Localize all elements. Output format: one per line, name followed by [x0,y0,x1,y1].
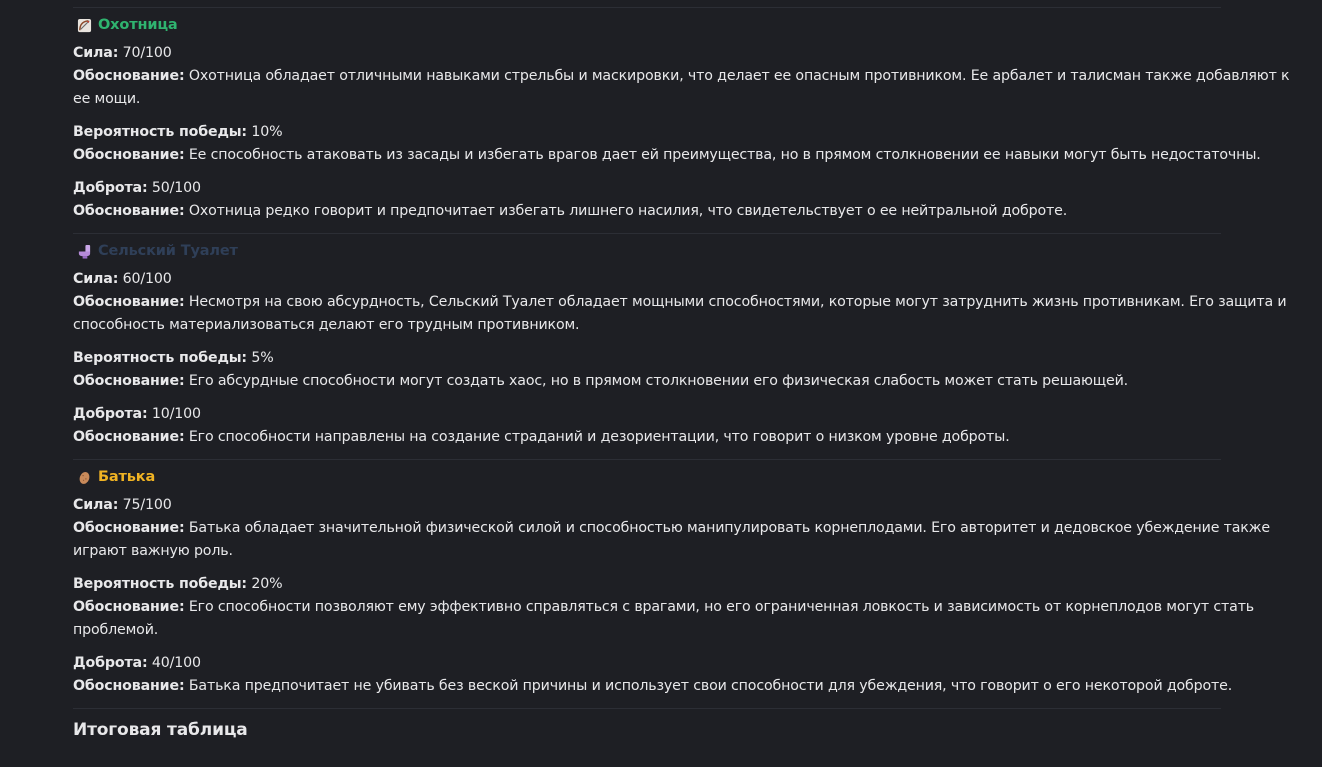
section-heading [73,15,1293,35]
reason-line [73,426,1293,449]
win-chance-value: 5% [251,350,274,366]
reason-text: Охотница обладает отличными навыками стрельбы и маскировки, что делает ее опасным противником. Ее арбалет и талисман также добавляют к ее мощи. [73,68,1290,107]
strength-label: Сила: [73,497,119,513]
reason-label: Обоснование: [73,203,185,219]
win-chance-label: Вероятность победы: [73,350,247,366]
reason-label: Обоснование: [73,599,185,615]
kindness-label: Доброта: [73,655,148,671]
character-name: Батька [98,469,156,485]
character-section-father [73,467,1293,698]
strength-label: Сила: [73,271,119,287]
reason-text: Батька предпочитает не убивать без веской причины и использует свои способности для убеждения, что говорит о его некоторой доброте. [188,678,1233,694]
character-name: Сельский Туалет [98,243,238,259]
summary-table-heading: Итоговая таблица [73,720,248,740]
kindness-value: 40/100 [151,655,201,671]
section-heading [73,467,1293,487]
win-chance-value: 20% [251,576,283,592]
reason-label: Обоснование: [73,429,185,445]
reason-label: Обоснование: [73,678,185,694]
win-chance-label: Вероятность победы: [73,124,247,140]
reason-text: Охотница редко говорит и предпочитает избегать лишнего насилия, что свидетельствует о ее нейтральной доброте. [188,203,1068,219]
toilet-icon [76,243,92,259]
divider [73,233,1221,234]
character-section-toilet [73,241,1293,449]
divider [73,459,1221,460]
divider [73,7,1221,8]
reason-line [73,291,1293,337]
reason-label: Обоснование: [73,68,185,84]
reason-label: Обоснование: [73,373,185,389]
potato-icon [76,469,92,485]
strength-value: 70/100 [122,45,172,61]
strength-line [73,494,1293,517]
win-chance-value: 10% [251,124,283,140]
reason-text: Батька обладает значительной физической силой и способностью манипулировать корнеплодами. Его авторитет и дедовское убеждение также играют важную роль. [73,520,1270,559]
kindness-value: 50/100 [151,180,201,196]
reason-line [73,370,1293,393]
bow-arrow-icon [76,17,92,33]
strength-value: 60/100 [122,271,172,287]
win-chance-line [73,347,1293,370]
reason-text: Ее способность атаковать из засады и избегать врагов дает ей преимущества, но в прямом столкновении ее навыки могут быть недостаточны. [188,147,1261,163]
message-content [73,0,1293,742]
strength-value: 75/100 [122,497,172,513]
reason-label: Обоснование: [73,520,185,536]
character-section-hunter [73,15,1293,223]
kindness-line [73,652,1293,675]
kindness-line [73,403,1293,426]
kindness-line [73,177,1293,200]
divider [73,708,1221,709]
reason-line [73,144,1293,167]
win-chance-line [73,121,1293,144]
win-chance-label: Вероятность победы: [73,576,247,592]
reason-line [73,200,1293,223]
reason-label: Обоснование: [73,147,185,163]
strength-line [73,42,1293,65]
reason-text: Его абсурдные способности могут создать хаос, но в прямом столкновении его физическая слабость может стать решающей. [188,373,1128,389]
reason-line [73,596,1293,642]
win-chance-line [73,573,1293,596]
kindness-label: Доброта: [73,406,148,422]
strength-line [73,268,1293,291]
reason-text: Его способности направлены на создание страданий и дезориентации, что говорит о низком уровне доброты. [188,429,1010,445]
section-heading [73,241,1293,261]
reason-label: Обоснование: [73,294,185,310]
reason-text: Его способности позволяют ему эффективно справляться с врагами, но его ограниченная ловкость и зависимость от корнеплодов могут стать проблемой. [73,599,1255,638]
reason-line [73,517,1293,563]
strength-label: Сила: [73,45,119,61]
kindness-label: Доброта: [73,180,148,196]
reason-line [73,675,1293,698]
reason-line [73,65,1293,111]
character-name: Охотница [98,17,178,33]
kindness-value: 10/100 [151,406,201,422]
reason-text: Несмотря на свою абсурдность, Сельский Туалет обладает мощными способностями, которые могут затруднить жизнь противникам. Его защита и способность материализоваться делают его трудным противником. [73,294,1287,333]
